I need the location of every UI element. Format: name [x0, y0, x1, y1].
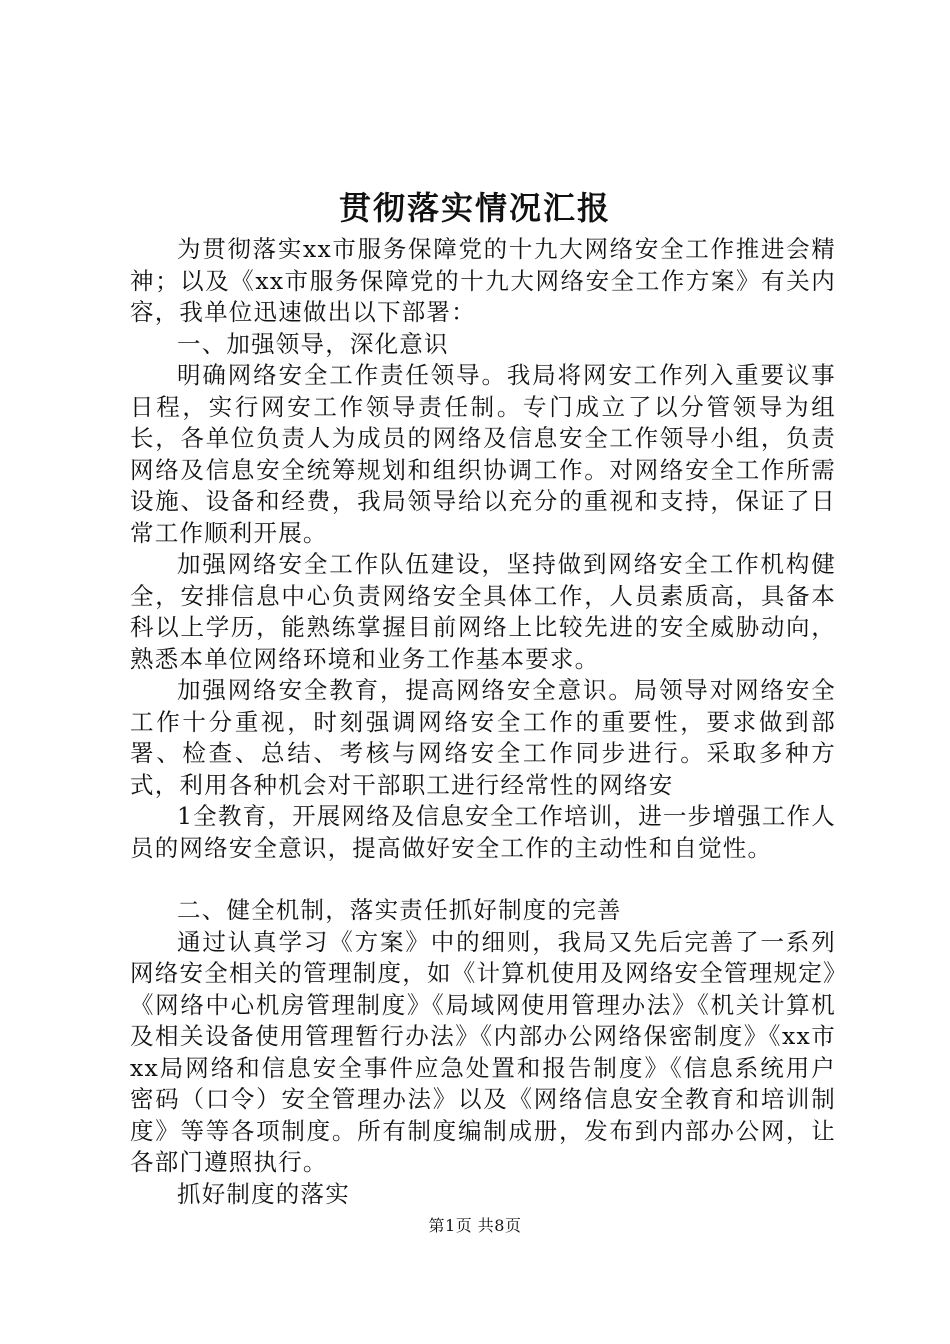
paragraph: 加强网络安全教育，提高网络安全意识。局领导对网络安全工作十分重视，时刻强调网络安全工作的重要性，要求做到部署、检查、总结、考核与网络安全工作同步进行。采取多种方式，利用各种机会对干部职工进行经常性的网络安	[130, 676, 836, 799]
paragraph: 通过认真学习《方案》中的细则，我局又先后完善了一系列网络安全相关的管理制度，如《计算机使用及网络安全管理规定》《网络中心机房管理制度》《局域网使用管理办法》《机关计算机及相关设备使用管理暂行办法》《内部办公网络保密制度》《xx市xx局网络和信息安全事件应急处置和报告制度》《信息系统用户密码（口令）安全管理办法》以及《网络信息安全教育和培训制度》等等各项制度。所有制度编制成册，发布到内部办公网，让各部门遵照执行。	[130, 927, 836, 1176]
section-heading-2: 二、健全机制，落实责任抓好制度的完善	[177, 896, 622, 924]
page-footer: 第1页 共8页	[428, 1216, 522, 1235]
paragraph: 1全教育，开展网络及信息安全工作培训，进一步增强工作人员的网络安全意识，提高做好安全工作的主动性和自觉性。	[130, 802, 836, 862]
paragraph: 明确网络安全工作责任领导。我局将网安工作列入重要议事日程，实行网安工作领导责任制。专门成立了以分管领导为组长，各单位负责人为成员的网络及信息安全工作领导小组，负责网络及信息安全统筹规划和组织协调工作。对网络安全工作所需设施、设备和经费，我局领导给以充分的重视和支持，保证了日常工作顺利开展。	[130, 361, 836, 547]
section-heading-1: 一、加强领导，深化意识	[177, 329, 449, 358]
document-title: 贯彻落实情况汇报	[338, 189, 611, 227]
paragraph-intro: 为贯彻落实xx市服务保障党的十九大网络安全工作推进会精神；以及《xx市服务保障党的十九大网络安全工作方案》有关内容，我单位迅速做出以下部署：	[130, 235, 836, 326]
paragraph: 抓好制度的落实	[177, 1179, 350, 1208]
document-body	[130, 234, 836, 1210]
paragraph: 加强网络安全工作队伍建设，坚持做到网络安全工作机构健全，安排信息中心负责网络安全具体工作，人员素质高，具备本科以上学历，能熟练掌握目前网络上比较先进的安全威胁动向，熟悉本单位网络环境和业务工作基本要求。	[130, 550, 836, 673]
